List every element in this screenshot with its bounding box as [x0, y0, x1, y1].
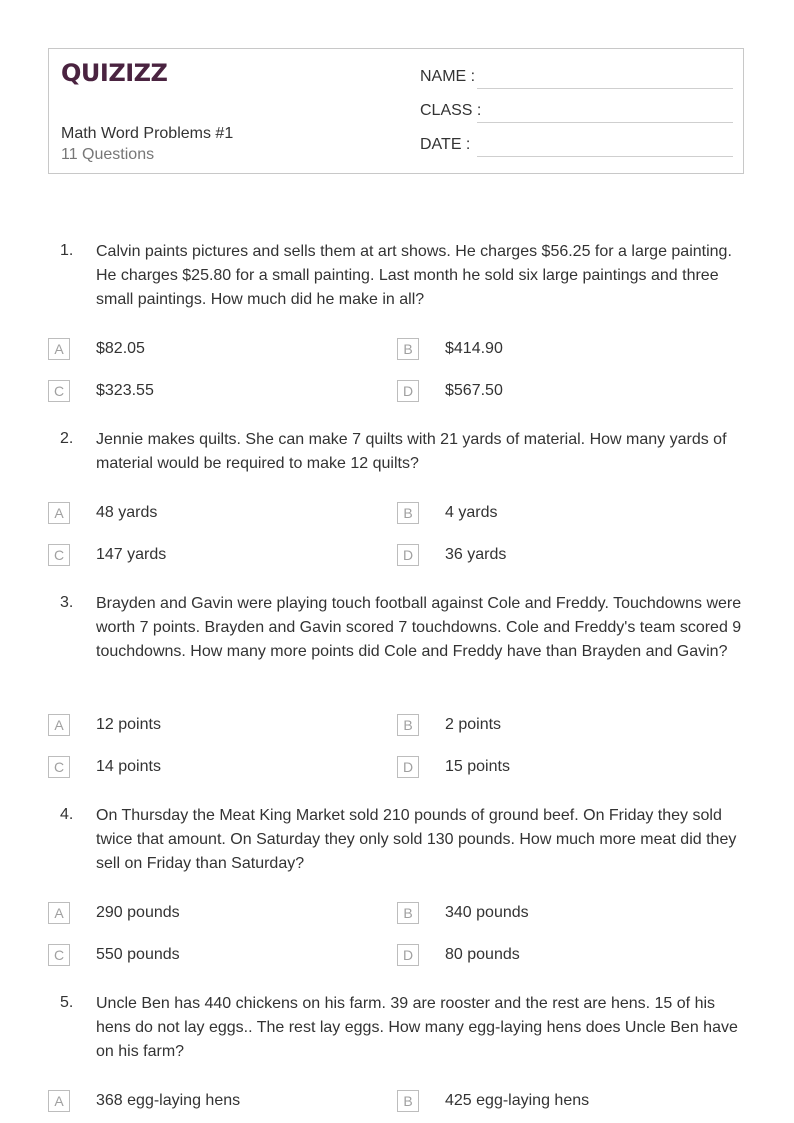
date-label: DATE : [420, 136, 471, 153]
option-text: 290 pounds [96, 904, 180, 921]
option-letter[interactable]: D [397, 380, 419, 402]
option-letter[interactable]: D [397, 944, 419, 966]
question-number: 5. [60, 994, 74, 1011]
option-letter[interactable]: B [397, 338, 419, 360]
option-text: 368 egg-laying hens [96, 1092, 241, 1109]
option-text: 12 points [96, 716, 161, 733]
question-text: Calvin paints pictures and sells them at art shows. He charges $56.25 for a large painting. He charges $25.80 for a small painting. Last month he sold six large paintings and three small paintings. How much did he make in all? [96, 243, 732, 308]
question-text: Brayden and Gavin were playing touch football against Cole and Freddy. Touchdowns were worth 7 points. Brayden and Gavin scored 7 touchdowns. Cole and Freddy's team scored 9 touchdowns. How many more points did Cole and Freddy have than Brayden and Gavin? [96, 595, 742, 660]
name-label: NAME : [420, 68, 476, 85]
class-label: CLASS : [420, 102, 482, 119]
option-letter[interactable]: A [48, 902, 70, 924]
option-letter[interactable]: B [397, 1090, 419, 1112]
option-letter[interactable]: C [48, 380, 70, 402]
class-field[interactable] [420, 102, 733, 124]
option-text: $82.05 [96, 340, 145, 357]
option-text: 48 yards [96, 504, 158, 521]
option-letter[interactable]: A [48, 1090, 70, 1112]
date-field[interactable] [420, 136, 733, 158]
option-text: 14 points [96, 758, 161, 775]
quizizz-logo: QUIZIZZ [61, 59, 168, 87]
question-number: 1. [60, 242, 74, 259]
question-number: 2. [60, 430, 74, 447]
question-number: 3. [60, 594, 74, 611]
option-text: 425 egg-laying hens [445, 1092, 590, 1109]
option-text: 80 pounds [445, 946, 520, 963]
option-text: $567.50 [445, 382, 503, 399]
question-number: 4. [60, 806, 74, 823]
option-letter[interactable]: C [48, 944, 70, 966]
name-field[interactable] [420, 68, 733, 90]
option-letter[interactable]: C [48, 544, 70, 566]
worksheet-header [48, 48, 744, 174]
worksheet-title: Math Word Problems #1 [61, 125, 234, 142]
option-letter[interactable]: D [397, 756, 419, 778]
option-text: 147 yards [96, 546, 167, 563]
option-letter[interactable]: D [397, 544, 419, 566]
option-letter[interactable]: A [48, 714, 70, 736]
option-letter[interactable]: B [397, 902, 419, 924]
option-text: 2 points [445, 716, 502, 733]
question-text: On Thursday the Meat King Market sold 210 pounds of ground beef. On Friday they sold twice that amount. On Saturday they only sold 130 pounds. How much more meat did they sell on Friday than Saturday? [96, 807, 737, 872]
option-text: $414.90 [445, 340, 503, 357]
option-letter[interactable]: A [48, 502, 70, 524]
option-letter[interactable]: A [48, 338, 70, 360]
option-text: 4 yards [445, 504, 498, 521]
option-letter[interactable]: C [48, 756, 70, 778]
option-text: 340 pounds [445, 904, 529, 921]
date-line[interactable] [477, 156, 733, 157]
class-line[interactable] [477, 122, 733, 123]
option-text: 36 yards [445, 546, 507, 563]
option-text: 15 points [445, 758, 510, 775]
option-letter[interactable]: B [397, 714, 419, 736]
option-text: 550 pounds [96, 946, 180, 963]
option-letter[interactable]: B [397, 502, 419, 524]
option-text: $323.55 [96, 382, 154, 399]
question-text: Jennie makes quilts. She can make 7 quilts with 21 yards of material. How many yards of material would be required to make 12 quilts? [96, 431, 727, 472]
question-count: 11 Questions [61, 146, 155, 163]
name-line[interactable] [477, 88, 733, 89]
question-text: Uncle Ben has 440 chickens on his farm. 39 are rooster and the rest are hens. 15 of his hens do not lay eggs.. The rest lay eggs. How many egg-laying hens does Uncle Ben have on his farm? [96, 995, 738, 1060]
